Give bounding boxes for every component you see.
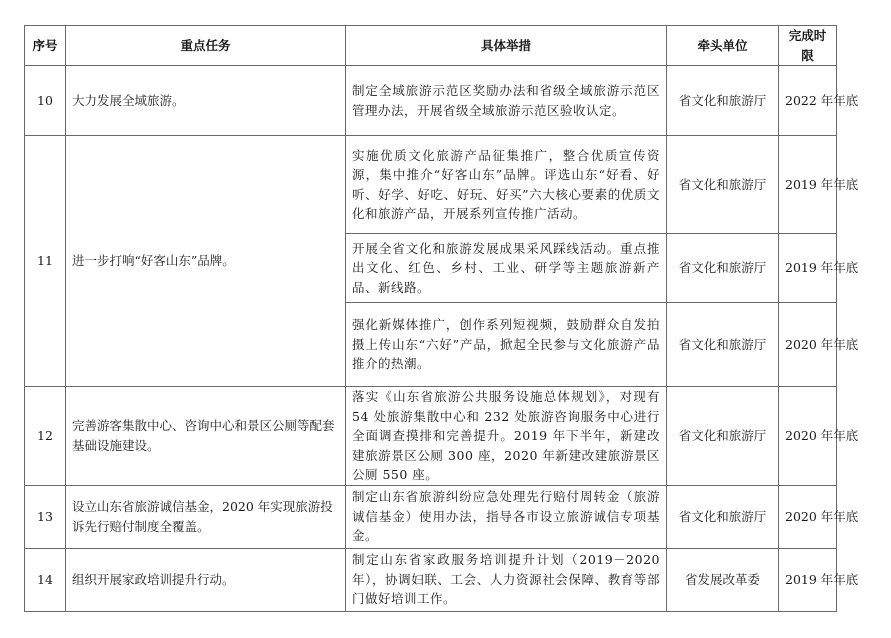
deadline-cell: 2020 年年底 <box>779 303 837 387</box>
unit-cell: 省文化和旅游厅 <box>667 136 779 234</box>
task-cell: 大力发展全域旅游。 <box>66 66 346 136</box>
table-row <box>25 548 837 611</box>
measure-cell: 实施优质文化旅游产品征集推广，整合优质宣传资源，集中推介“好客山东”品牌。评选山东“好看、好听、好学、好吃、好玩、好买”六大核心要素的优质文化和旅游产品，开展系列宣传推广活动。 <box>346 136 667 234</box>
header-task: 重点任务 <box>66 26 346 66</box>
header-row <box>25 26 837 66</box>
task-cell: 设立山东省旅游诚信基金，2020 年实现旅游投诉先行赔付制度全覆盖。 <box>66 485 346 548</box>
unit-cell: 省文化和旅游厅 <box>667 66 779 136</box>
table-row <box>25 66 837 136</box>
deadline-cell: 2020 年年底 <box>779 387 837 486</box>
unit-cell: 省文化和旅游厅 <box>667 485 779 548</box>
deadline-cell: 2019 年年底 <box>779 548 837 611</box>
task-cell: 组织开展家政培训提升行动。 <box>66 548 346 611</box>
measure-cell: 制定山东省家政服务培训提升计划（2019－2020年），协调妇联、工会、人力资源社会保障、教育等部门做好培训工作。 <box>346 548 667 611</box>
unit-cell: 省文化和旅游厅 <box>667 303 779 387</box>
measure-cell: 制定全域旅游示范区奖励办法和省级全域旅游示范区管理办法，开展省级全域旅游示范区验收认定。 <box>346 66 667 136</box>
row-number: 10 <box>25 66 66 136</box>
deadline-cell: 2019 年年底 <box>779 234 837 303</box>
table-row <box>25 387 837 486</box>
unit-cell: 省发展改革委 <box>667 548 779 611</box>
table-row <box>25 136 837 234</box>
table-row <box>25 485 837 548</box>
header-deadline: 完成时限 <box>779 26 837 66</box>
measure-cell: 强化新媒体推广，创作系列短视频，鼓励群众自发拍摄上传山东“六好”产品，掀起全民参与文化旅游产品推介的热潮。 <box>346 303 667 387</box>
deadline-cell: 2020 年年底 <box>779 485 837 548</box>
deadline-cell: 2019 年年底 <box>779 136 837 234</box>
row-number: 12 <box>25 387 66 486</box>
deadline-cell: 2022 年年底 <box>779 66 837 136</box>
row-number: 13 <box>25 485 66 548</box>
measure-cell: 开展全省文化和旅游发展成果采风踩线活动。重点推出文化、红色、乡村、工业、研学等主题旅游新产品、新线路。 <box>346 234 667 303</box>
unit-cell: 省文化和旅游厅 <box>667 234 779 303</box>
measure-cell: 落实《山东省旅游公共服务设施总体规划》，对现有 54 处旅游集散中心和 232 处旅游咨询服务中心进行全面调查摸排和完善提升。2019 年下半年，新建改建旅游景区公厕 300 座，2020 年新建改建旅游景区公厕 550 座。 <box>346 387 667 486</box>
row-number: 11 <box>25 136 66 387</box>
unit-cell: 省文化和旅游厅 <box>667 387 779 486</box>
row-number: 14 <box>25 548 66 611</box>
task-cell: 进一步打响“好客山东”品牌。 <box>66 136 346 387</box>
measure-cell: 制定山东省旅游纠纷应急处理先行赔付周转金（旅游诚信基金）使用办法，指导各市设立旅游诚信专项基金。 <box>346 485 667 548</box>
task-table <box>24 25 859 612</box>
header-no: 序号 <box>25 26 66 66</box>
header-unit: 牵头单位 <box>667 26 779 66</box>
task-cell: 完善游客集散中心、咨询中心和景区公厕等配套基础设施建设。 <box>66 387 346 486</box>
header-measures: 具体举措 <box>346 26 667 66</box>
